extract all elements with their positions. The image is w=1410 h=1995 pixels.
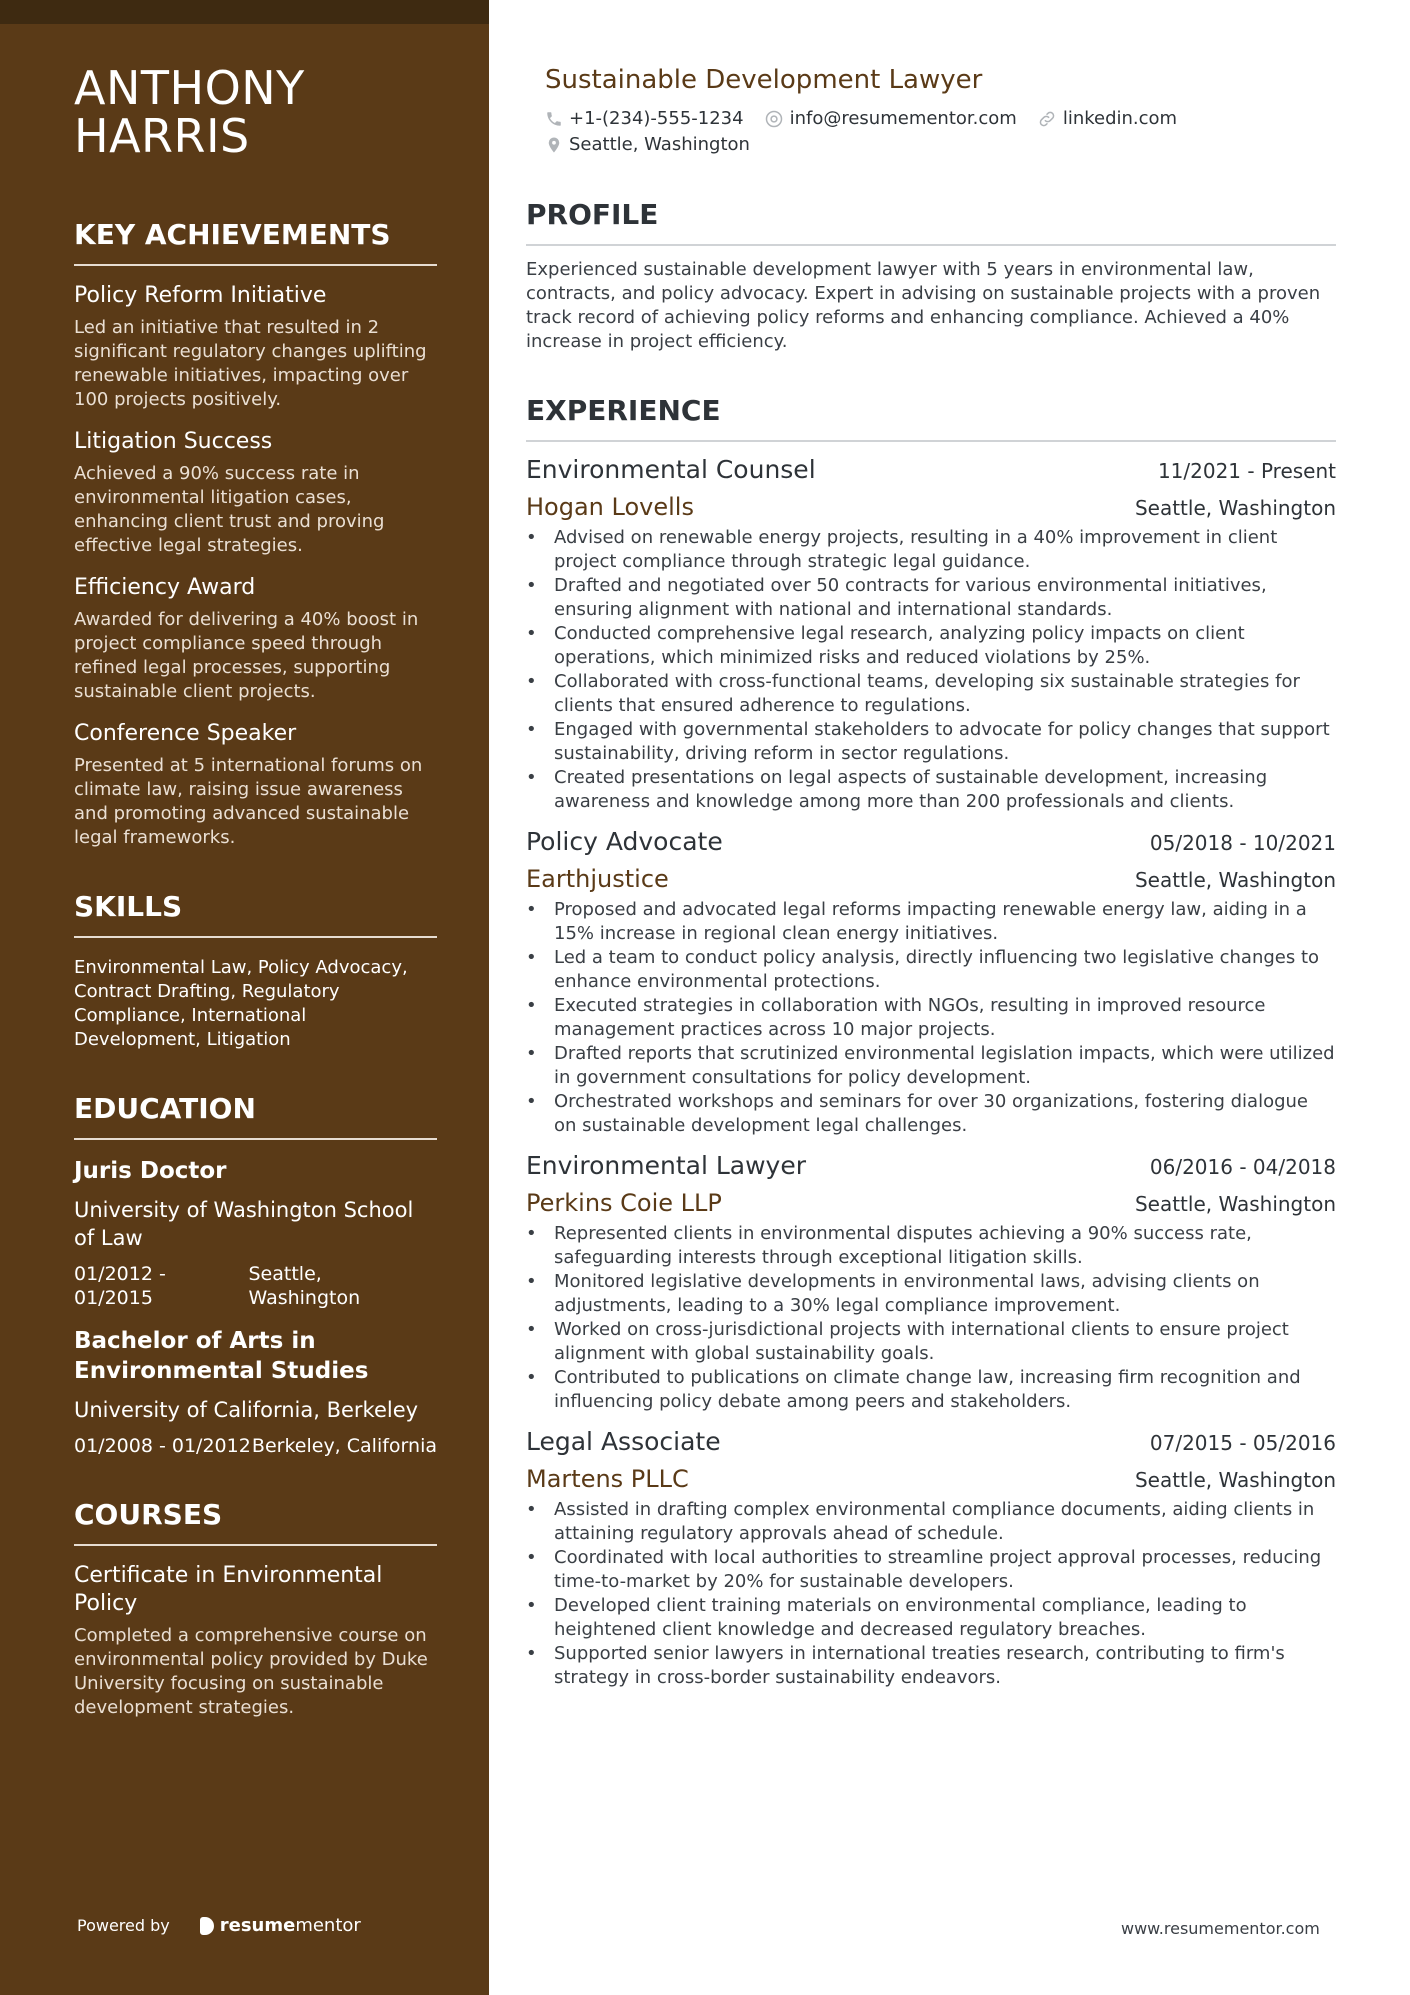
experience-role: Legal Associate	[526, 1427, 721, 1456]
experience-bullet: • Conducted comprehensive legal research, analyzing policy impacts on client operations, which minimized risks and reduced violations by 25%.	[526, 622, 1336, 670]
experience-bullet: • Represented clients in environmental disputes achieving a 90% success rate, safeguarding interests through exceptional litigation skills.	[526, 1222, 1336, 1270]
experience-bullets	[526, 1498, 1336, 1690]
profile-section	[526, 198, 1336, 354]
name-last: HARRIS	[74, 109, 250, 163]
achievement-item	[74, 428, 437, 558]
achievement-desc: Achieved a 90% success rate in environmental litigation cases, enhancing client trust and proving effective legal strategies.	[74, 463, 385, 556]
experience-bullets	[526, 898, 1336, 1138]
location-pin-icon	[545, 135, 563, 155]
experience-bullet: • Advised on renewable energy projects, resulting in a 40% improvement in client project compliance through strategic legal guidance.	[526, 526, 1336, 574]
experience-bullet: • Developed client training materials on environmental compliance, leading to heightened client knowledge and decreased regulatory breaches.	[526, 1594, 1336, 1642]
achievement-title: Policy Reform Initiative	[74, 283, 327, 308]
experience-subheader	[526, 1464, 1336, 1494]
contact-info	[545, 106, 1336, 158]
education-location: Berkeley, California	[251, 1435, 437, 1457]
footer-url[interactable]: www.resumementor.com	[1121, 1919, 1320, 1938]
achievement-item	[74, 282, 437, 412]
experience-bullet: • Orchestrated workshops and seminars for over 30 organizations, fostering dialogue on sustainable development legal challenges.	[526, 1090, 1336, 1138]
experience-item	[526, 826, 1336, 1138]
candidate-name	[74, 61, 437, 163]
achievement-title: Efficiency Award	[74, 575, 256, 600]
education-school: University of California, Berkeley	[74, 1398, 419, 1422]
experience-company: Earthjustice	[526, 865, 669, 893]
experience-bullet: • Coordinated with local authorities to streamline project approval processes, reducing time-to-market by 20% for sustainable developers.	[526, 1546, 1336, 1594]
link-icon	[1037, 109, 1057, 129]
contact-location	[545, 132, 750, 158]
education-item	[74, 1156, 437, 1310]
experience-heading: EXPERIENCE	[526, 394, 1336, 442]
skills-heading: SKILLS	[74, 890, 437, 938]
course-desc: Completed a comprehensive course on environmental policy provided by Duke University focusing on sustainable development strategies.	[74, 1625, 428, 1718]
experience-item	[526, 1426, 1336, 1690]
experience-subheader	[526, 492, 1336, 522]
education-degree: Bachelor of Arts in Environmental Studies	[74, 1328, 369, 1384]
course-item	[74, 1562, 437, 1720]
achievements-heading: KEY ACHIEVEMENTS	[74, 218, 437, 266]
linkedin-text: linkedin.com	[1062, 108, 1178, 129]
achievement-desc: Presented at 5 international forums on climate law, raising issue awareness and promoting advanced sustainable legal frameworks.	[74, 755, 423, 848]
education-meta	[74, 1262, 437, 1310]
experience-bullet: • Monitored legislative developments in environmental laws, advising clients on adjustments, leading to a 30% legal compliance improvement.	[526, 1270, 1336, 1318]
job-title: Sustainable Development Lawyer	[545, 65, 983, 95]
contact-email[interactable]	[764, 106, 1017, 132]
experience-header	[526, 454, 1336, 486]
profile-heading: PROFILE	[526, 198, 1336, 246]
education-dates: 01/2008 - 01/2012	[74, 1435, 251, 1457]
sidebar	[0, 0, 489, 1995]
experience-role: Policy Advocate	[526, 827, 723, 856]
brand-name-bold: resume	[219, 1915, 296, 1936]
at-icon	[764, 109, 784, 129]
experience-location: Seattle, Washington	[1134, 868, 1336, 892]
experience-company: Martens PLLC	[526, 1465, 689, 1493]
experience-role: Environmental Lawyer	[526, 1151, 806, 1180]
experience-bullet: • Contributed to publications on climate change law, increasing firm recognition and influencing policy debate among peers and stakeholders.	[526, 1366, 1336, 1414]
achievement-title: Conference Speaker	[74, 721, 297, 746]
skills-list: Environmental Law, Policy Advocacy, Contract Drafting, Regulatory Compliance, International Development, Litigation	[74, 957, 408, 1050]
experience-bullet: • Proposed and advocated legal reforms impacting renewable energy law, aiding in a 15% increase in regional clean energy initiatives.	[526, 898, 1336, 946]
experience-bullet: • Drafted reports that scrutinized environmental legislation impacts, which were utilized in government consultations for policy development.	[526, 1042, 1336, 1090]
sidebar-content	[74, 61, 437, 1720]
achievement-desc: Led an initiative that resulted in 2 significant regulatory changes uplifting renewable initiatives, impacting over 100 projects positively.	[74, 317, 427, 410]
powered-by	[77, 1915, 361, 1936]
experience-dates: 05/2018 - 10/2021	[1149, 831, 1336, 855]
experience-dates: 06/2016 - 04/2018	[1149, 1155, 1336, 1179]
experience-bullet: • Assisted in drafting complex environmental compliance documents, aiding clients in attaining regulatory approvals ahead of schedule.	[526, 1498, 1336, 1546]
education-dates: 01/2012 - 01/2015	[74, 1263, 166, 1309]
course-title: Certificate in Environmental Policy	[74, 1563, 383, 1616]
courses-section	[74, 1498, 437, 1720]
experience-subheader	[526, 864, 1336, 894]
education-location: Seattle, Washington	[248, 1263, 361, 1309]
contact-phone	[545, 106, 744, 132]
education-item	[74, 1326, 437, 1458]
experience-bullets	[526, 1222, 1336, 1414]
courses-heading: COURSES	[74, 1498, 437, 1546]
achievement-item	[74, 574, 437, 704]
experience-header	[526, 826, 1336, 858]
resumementor-logo-icon	[200, 1917, 214, 1935]
achievement-title: Litigation Success	[74, 429, 273, 454]
achievements-section	[74, 218, 437, 850]
achievement-desc: Awarded for delivering a 40% boost in project compliance speed through refined legal processes, supporting sustainable client projects.	[74, 609, 419, 702]
contact-linkedin[interactable]	[1037, 106, 1177, 132]
name-first: ANTHONY	[74, 61, 305, 115]
experience-bullet: • Supported senior lawyers in international treaties research, contributing to firm's strategy in cross-border sustainability endeavors.	[526, 1642, 1336, 1690]
experience-dates: 11/2021 - Present	[1157, 459, 1336, 483]
sidebar-top-band	[0, 0, 489, 24]
experience-item	[526, 454, 1336, 814]
experience-bullet: • Executed strategies in collaboration with NGOs, resulting in improved resource management practices across 10 major projects.	[526, 994, 1336, 1042]
achievement-item	[74, 720, 437, 850]
experience-bullet: • Engaged with governmental stakeholders to advocate for policy changes that support sustainability, driving reform in sector regulations.	[526, 718, 1336, 766]
email-text: info@resumementor.com	[789, 108, 1017, 129]
education-degree: Juris Doctor	[74, 1158, 227, 1184]
experience-company: Hogan Lovells	[526, 493, 694, 521]
main-content	[526, 64, 1336, 1690]
profile-text: Experienced sustainable development lawyer with 5 years in environmental law, contracts, and policy advocacy. Expert in advising on sustainable projects with a proven track record of achieving policy reforms and enhancing compliance. Achieved a 40% increase in project efficiency.	[526, 259, 1321, 352]
experience-bullet: • Drafted and negotiated over 50 contracts for various environmental initiatives, ensuring alignment with national and international standards.	[526, 574, 1336, 622]
experience-item	[526, 1150, 1336, 1414]
experience-section	[526, 394, 1336, 1690]
skills-section	[74, 890, 437, 1052]
experience-bullet: • Led a team to conduct policy analysis, directly influencing two legislative changes to enhance environmental protections.	[526, 946, 1336, 994]
brand-name	[220, 1915, 361, 1936]
experience-header	[526, 1150, 1336, 1182]
education-section	[74, 1092, 437, 1458]
experience-location: Seattle, Washington	[1134, 1192, 1336, 1216]
experience-location: Seattle, Washington	[1134, 496, 1336, 520]
experience-bullet: • Worked on cross-jurisdictional projects with international clients to ensure project alignment with global sustainability goals.	[526, 1318, 1336, 1366]
location-text: Seattle, Washington	[569, 134, 750, 155]
experience-role: Environmental Counsel	[526, 455, 816, 484]
experience-header	[526, 1426, 1336, 1458]
phone-icon	[545, 110, 563, 128]
experience-location: Seattle, Washington	[1134, 1468, 1336, 1492]
phone-text: +1-(234)-555-1234	[569, 108, 744, 129]
experience-bullet: • Collaborated with cross-functional teams, developing six sustainable strategies for clients that ensured adherence to regulations.	[526, 670, 1336, 718]
education-meta	[74, 1434, 437, 1458]
education-school: University of Washington School of Law	[74, 1198, 414, 1250]
powered-by-label: Powered by	[77, 1916, 170, 1935]
experience-dates: 07/2015 - 05/2016	[1149, 1431, 1336, 1455]
experience-bullet: • Created presentations on legal aspects of sustainable development, increasing awareness and knowledge among more than 200 professionals and clients.	[526, 766, 1336, 814]
experience-subheader	[526, 1188, 1336, 1218]
experience-bullets	[526, 526, 1336, 814]
brand-name-rest: mentor	[295, 1915, 361, 1936]
experience-company: Perkins Coie LLP	[526, 1189, 722, 1217]
education-heading: EDUCATION	[74, 1092, 437, 1140]
